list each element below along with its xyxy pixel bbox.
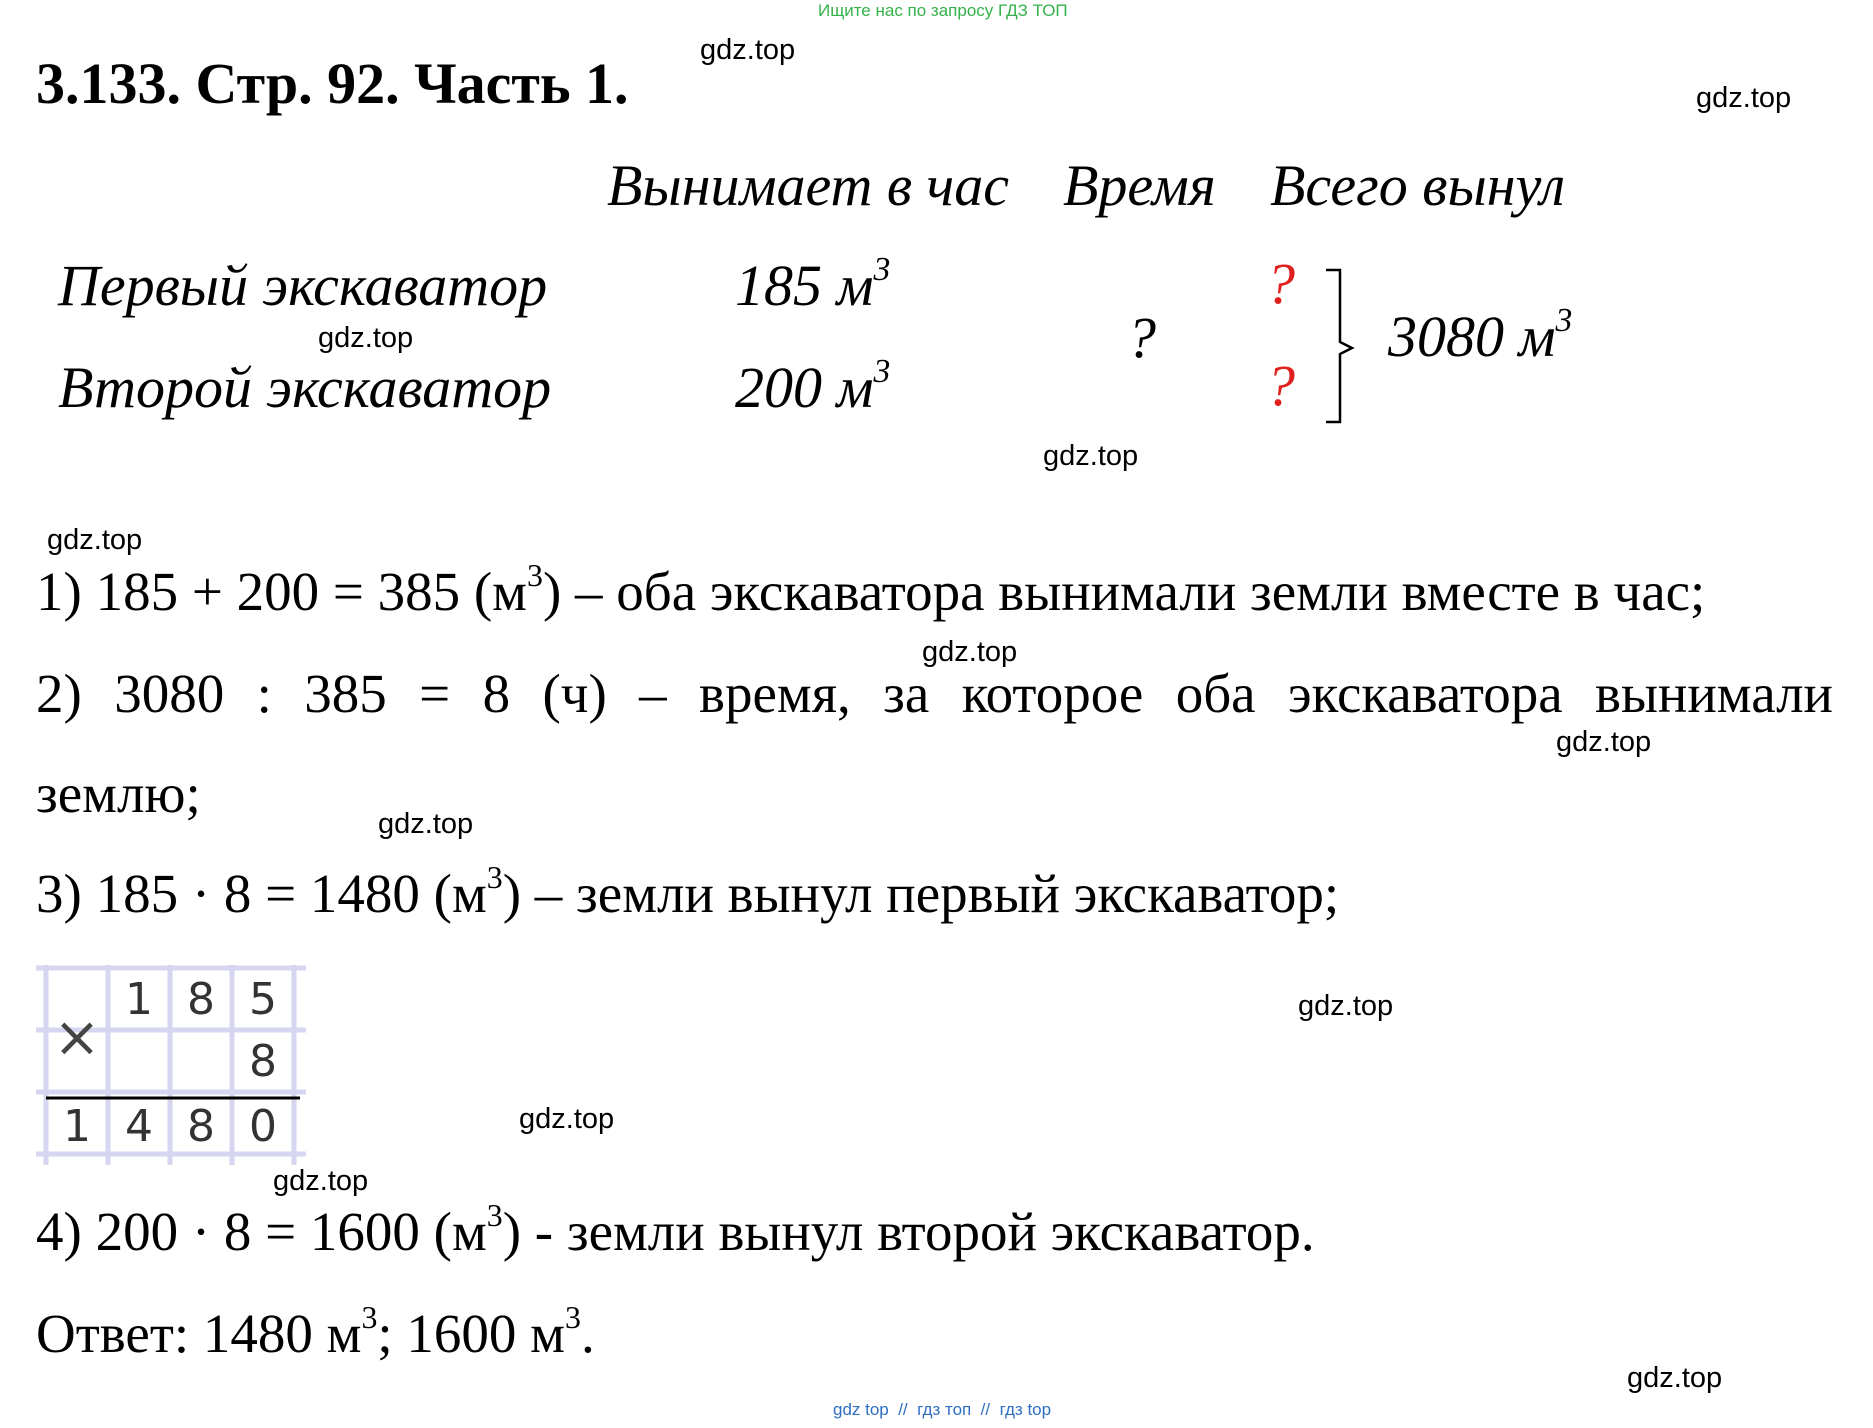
unknown-first-total: ? <box>1266 251 1295 316</box>
column-header-time: Время <box>1063 153 1216 218</box>
watermark: gdz.top <box>1627 1362 1723 1394</box>
step-3: 3) 185 · 8 = 1480 $(м^3)$ – земли вынул первый экскаватор; <box>36 860 1340 924</box>
watermark: gdz.top <box>1298 990 1394 1022</box>
step-2-continued: землю; <box>36 763 201 824</box>
task-title: 3.133. Стр. 92. Часть 1. <box>36 51 629 116</box>
digit: 0 <box>249 1101 277 1152</box>
answer: Ответ: 1480 $м^3$; 1600 $м^3$. <box>36 1300 595 1364</box>
digit: 1 <box>125 974 153 1025</box>
watermark: gdz.top <box>519 1103 615 1135</box>
watermark: gdz.top <box>378 808 474 840</box>
watermark: gdz.top <box>47 524 143 556</box>
unknown-second-total: ? <box>1266 353 1295 418</box>
digit: 8 <box>187 974 215 1025</box>
column-header-total: Всего вынул <box>1270 153 1565 218</box>
multiply-sign: × <box>53 1005 101 1070</box>
watermark: gdz.top <box>700 34 796 66</box>
column-multiplication <box>36 965 306 1165</box>
footer-note[interactable]: gdz top // гдз топ // гдз top <box>833 1400 1052 1419</box>
column-header-rate: Вынимает в час <box>607 153 1009 218</box>
curly-brace <box>1318 266 1358 426</box>
rate-second: 200 $м^3$ <box>735 352 891 420</box>
step-1: 1) 185 + 200 = 385 $(м^3)$ – оба экскаватора вынимали земли вместе в час; <box>36 558 1706 622</box>
header-note: Ищите нас по запросу ГДЗ ТОП <box>818 1 1068 20</box>
watermark: gdz.top <box>1043 440 1139 472</box>
digit: 1 <box>63 1101 91 1152</box>
rate-first: 185 $м^3$ <box>735 250 891 318</box>
watermark: gdz.top <box>273 1165 369 1197</box>
watermark: gdz.top <box>922 636 1018 668</box>
digit: 5 <box>249 974 277 1025</box>
digit: 4 <box>125 1101 153 1152</box>
total-volume: 3080 $м^3$ <box>1388 301 1573 369</box>
watermark: gdz.top <box>318 322 414 354</box>
step-2: 2) 3080 : 385 = 8 (ч) – время, за которое оба экскаватора вынимали <box>36 663 1833 724</box>
row-label-second: Второй экскаватор <box>58 355 552 420</box>
watermark: gdz.top <box>1696 82 1792 114</box>
watermark: gdz.top <box>1556 726 1652 758</box>
row-label-first: Первый экскаватор <box>58 253 548 318</box>
digit: 8 <box>249 1036 277 1087</box>
unknown-time: ? <box>1127 305 1156 370</box>
digit: 8 <box>187 1101 215 1152</box>
step-4: 4) 200 · 8 = 1600 $(м^3)$ - земли вынул второй экскаватор. <box>36 1198 1315 1262</box>
